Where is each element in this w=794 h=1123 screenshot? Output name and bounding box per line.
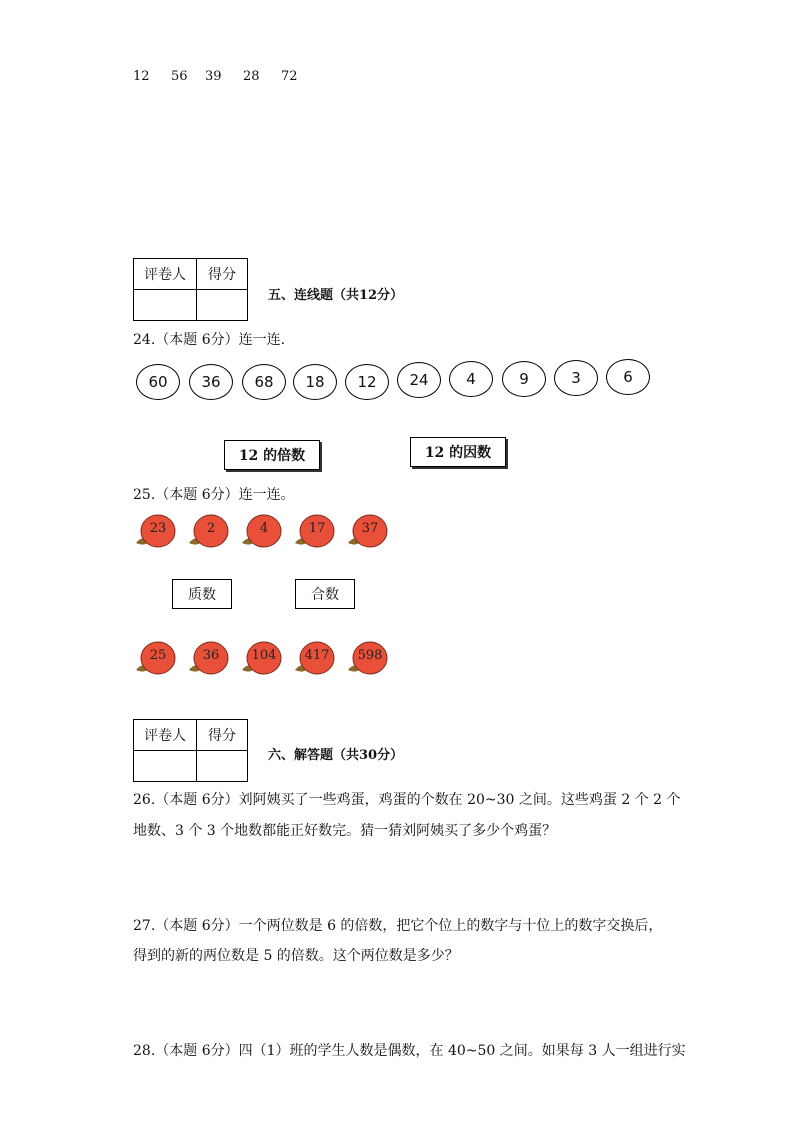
- reviewer-cell: [134, 290, 197, 321]
- section-title: 六、解答题（共30分）: [268, 748, 404, 763]
- question-27-line1: 27.（本题 6分）一个两位数是 6 的倍数，把它个位上的数字与十位上的数字交换后，: [133, 918, 663, 934]
- score-table: [133, 258, 248, 321]
- peach-icon: [134, 513, 178, 551]
- question-26-line2: 地数、3 个 3 个地数都能正好数完。猜一猜刘阿姨买了多少个鸡蛋？: [133, 823, 557, 839]
- number-oval: 12: [345, 364, 389, 400]
- question-25: 25.（本题 6分）连一连。: [133, 487, 295, 503]
- question-27-line2: 得到的新的两位数是 5 的倍数。这个两位数是多少？: [133, 948, 459, 964]
- question-24: 24.（本题 6分）连一连.: [133, 332, 286, 348]
- peach-number: 4: [259, 521, 269, 536]
- number-item: 12: [133, 69, 150, 84]
- number-oval: 9: [502, 361, 546, 397]
- question-26-line1: 26.（本题 6分）刘阿姨买了一些鸡蛋，鸡蛋的个数在 20~30 之间。这些鸡蛋 2 个 2 个: [133, 792, 681, 808]
- peach-icon: [293, 513, 337, 551]
- number-oval: 36: [189, 364, 233, 400]
- number-oval: 24: [397, 362, 441, 398]
- number-oval: 6: [606, 359, 650, 395]
- number-oval: 18: [293, 364, 337, 400]
- score-label: 得分: [197, 259, 248, 290]
- peach-icon: [293, 640, 337, 678]
- reviewer-label: 评卷人: [134, 720, 197, 751]
- score-cell: [197, 290, 248, 321]
- number-oval: 68: [242, 364, 286, 400]
- peach-number: 104: [251, 648, 277, 663]
- score-cell: [197, 751, 248, 782]
- peach-icon: [240, 513, 284, 551]
- prime-box: 质数: [172, 579, 232, 609]
- number-item: 56: [171, 69, 188, 84]
- reviewer-cell: [134, 751, 197, 782]
- peach-number: 17: [308, 521, 326, 536]
- score-label: 得分: [197, 720, 248, 751]
- peach-number: 417: [304, 648, 330, 663]
- peach-number: 37: [361, 521, 379, 536]
- composite-box: 合数: [295, 579, 355, 609]
- section-title: 五、连线题（共12分）: [268, 288, 404, 303]
- reviewer-label: 评卷人: [134, 259, 197, 290]
- number-item: 28: [243, 69, 260, 84]
- number-oval: 4: [449, 361, 493, 397]
- peach-icon: [187, 513, 231, 551]
- multiples-of-12-box: 12 的倍数: [224, 440, 320, 470]
- peach-icon: [240, 640, 284, 678]
- peach-icon: [346, 513, 390, 551]
- peach-icon: [187, 640, 231, 678]
- number-item: 39: [205, 69, 222, 84]
- number-oval: 3: [554, 360, 598, 396]
- score-table: [133, 719, 248, 782]
- peach-icon: [346, 640, 390, 678]
- peach-number: 36: [202, 648, 220, 663]
- peach-number: 598: [357, 648, 383, 663]
- number-item: 72: [281, 69, 298, 84]
- peach-number: 25: [149, 648, 167, 663]
- number-oval: 60: [136, 364, 180, 400]
- factors-of-12-box: 12 的因数: [410, 437, 506, 467]
- peach-icon: [134, 640, 178, 678]
- question-28-line1: 28.（本题 6分）四（1）班的学生人数是偶数，在 40~50 之间。如果每 3 人一组进行实: [133, 1043, 686, 1059]
- peach-number: 2: [206, 521, 216, 536]
- peach-number: 23: [149, 521, 167, 536]
